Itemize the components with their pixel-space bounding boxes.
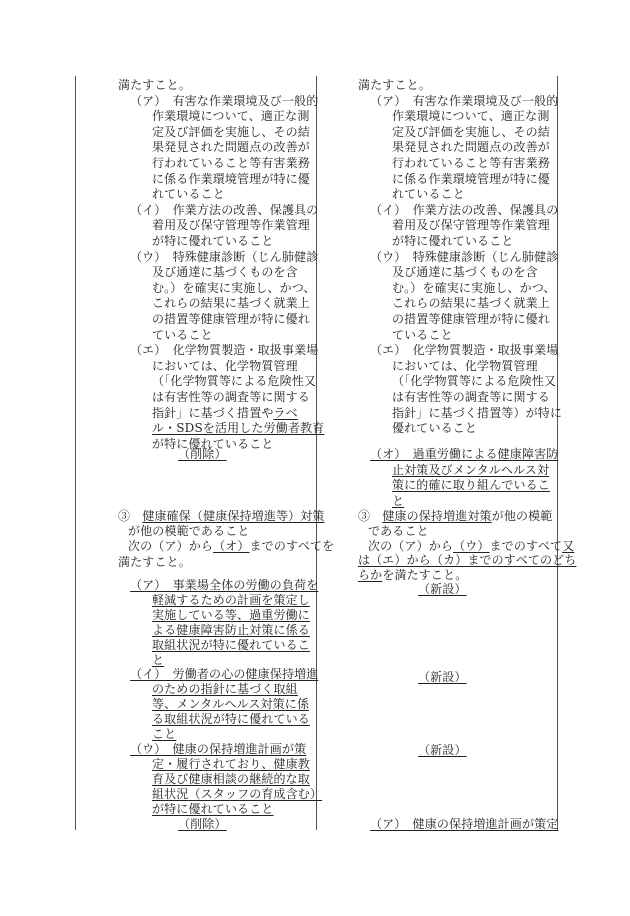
text-line bbox=[358, 78, 431, 92]
text-segment: 指針」に基づく措置や bbox=[152, 405, 274, 420]
changed-text-segment: のための指針に基づく取組 bbox=[152, 682, 298, 697]
text-segment: これらの結果に基づく就業上 bbox=[152, 296, 310, 311]
changed-text-segment: （新設） bbox=[418, 743, 467, 757]
text-segment: に係る作業環境管理が特に優 bbox=[152, 171, 310, 186]
changed-text-segment: 又 bbox=[562, 538, 575, 553]
text-line bbox=[152, 265, 298, 279]
text-line bbox=[152, 697, 309, 711]
changed-text-segment: 取組状況が特に優れているこ bbox=[152, 637, 310, 652]
changed-text-segment: （ア） 事業場全体の労働の負荷を bbox=[130, 578, 319, 592]
text-segment: れていること bbox=[392, 187, 465, 202]
text-line bbox=[152, 727, 176, 741]
text-line bbox=[392, 328, 453, 342]
text-segment: （ウ） 特殊健康診断（じん肺健診 bbox=[130, 249, 319, 264]
text-segment: 果発見された問題点の改善が bbox=[152, 140, 310, 155]
text-segment: 行われていること等有害業務 bbox=[152, 156, 310, 170]
text-segment: （ア） 有害な作業環境及び一般的 bbox=[130, 93, 319, 108]
text-line bbox=[392, 156, 550, 170]
text-line bbox=[370, 447, 558, 461]
text-segment: においては、化学物質管理 bbox=[392, 358, 538, 373]
text-line bbox=[392, 281, 556, 295]
text-line bbox=[152, 140, 310, 154]
text-segment: であること bbox=[368, 523, 429, 538]
changed-text-segment: （イ） 労働者の心の健康保持増進 bbox=[130, 667, 319, 682]
changed-text-segment: 実施している等、過重労働に bbox=[152, 607, 310, 622]
text-line bbox=[392, 125, 550, 139]
text-segment: 及び通達に基づくものを含 bbox=[392, 265, 538, 280]
changed-text-segment: が特に優れていること bbox=[152, 801, 274, 816]
changed-text-segment: 定・履行されており、健康教 bbox=[152, 756, 310, 771]
text-line bbox=[152, 802, 274, 816]
text-line bbox=[152, 281, 316, 295]
text-segment: 着用及び保守管理等作業管理 bbox=[392, 218, 550, 233]
text-line bbox=[370, 250, 558, 264]
text-segment: （イ） 作業方法の改善、保護具の bbox=[130, 202, 319, 217]
text-line bbox=[152, 608, 310, 622]
text-line bbox=[152, 757, 310, 771]
text-line bbox=[392, 494, 404, 508]
text-line bbox=[370, 817, 558, 831]
text-segment: が特に優れていること bbox=[152, 436, 274, 451]
text-segment: 指針」に基づく措置等）が特に bbox=[392, 405, 563, 420]
text-segment: 次の（ア）から bbox=[128, 539, 214, 554]
changed-text-segment: ル・SDSを活用した労働者教育 bbox=[152, 421, 325, 436]
changed-text-segment: （削除） bbox=[178, 447, 227, 461]
text-segment: 優れていること bbox=[392, 421, 478, 436]
text-line bbox=[152, 125, 310, 139]
text-segment: れていること bbox=[152, 187, 225, 202]
text-line bbox=[368, 539, 574, 553]
text-line bbox=[358, 553, 576, 567]
text-segment: （「化学物質等による危険性又 bbox=[152, 374, 317, 389]
text-line bbox=[418, 670, 467, 684]
text-line bbox=[152, 234, 274, 248]
text-segment: 行われていること等有害業務 bbox=[392, 156, 550, 170]
text-line bbox=[392, 234, 514, 248]
text-line bbox=[370, 343, 558, 357]
text-line bbox=[392, 218, 550, 232]
changed-text-segment: 育及び健康相談の継続的な取 bbox=[152, 771, 310, 786]
text-segment: （エ） 化学物質製造・取扱事業場 bbox=[370, 343, 559, 358]
changed-text-segment: 健康確保（健康保持増進等）対策 bbox=[142, 509, 325, 523]
text-segment: む。）を確実に実施し、かつ、 bbox=[152, 280, 316, 295]
text-segment: （エ） 化学物質製造・取扱事業場 bbox=[130, 343, 319, 358]
text-segment: を満たすこと。 bbox=[382, 568, 468, 583]
changed-text-segment: 健康の保持増進対策 bbox=[382, 509, 492, 523]
text-line bbox=[392, 172, 550, 186]
text-line bbox=[152, 296, 310, 310]
text-segment: が特に優れていること bbox=[392, 234, 514, 248]
text-line bbox=[370, 203, 558, 217]
changed-text-segment: る取組状況が特に優れている bbox=[152, 712, 310, 727]
text-line bbox=[368, 524, 429, 538]
text-segment: 着用及び保守管理等作業管理 bbox=[152, 218, 310, 233]
text-line bbox=[418, 743, 467, 757]
text-segment: までのすべてを bbox=[249, 539, 335, 554]
changed-text-segment: （ア） 健康の保持増進計画が策定 bbox=[370, 817, 559, 831]
text-segment: （「化学物質等による危険性又 bbox=[392, 374, 557, 389]
changed-text-segment: と bbox=[152, 652, 165, 667]
changed-text-segment: こと bbox=[152, 727, 177, 741]
text-segment: が特に優れていること bbox=[152, 234, 274, 248]
changed-text-segment: （オ） 過重労働による健康障害防 bbox=[370, 447, 559, 461]
text-segment: ていること bbox=[392, 327, 453, 342]
changed-text-segment: 策に的確に取り組んでいるこ bbox=[392, 478, 550, 493]
text-line bbox=[128, 524, 250, 538]
text-line bbox=[130, 578, 318, 592]
text-line bbox=[392, 359, 538, 373]
text-line bbox=[152, 328, 213, 342]
text-segment: 満たすこと。 bbox=[358, 78, 431, 92]
text-segment: （ウ） 特殊健康診断（じん肺健診 bbox=[370, 249, 559, 264]
text-segment: に係る作業環境管理が特に優 bbox=[392, 171, 550, 186]
text-line bbox=[152, 421, 324, 435]
text-line bbox=[128, 539, 334, 553]
text-line bbox=[152, 374, 316, 388]
text-segment: ③ bbox=[358, 509, 383, 523]
changed-text-segment: （新設） bbox=[418, 582, 467, 596]
text-line bbox=[130, 250, 318, 264]
text-line bbox=[152, 187, 225, 201]
text-segment: 満たすこと。 bbox=[118, 554, 191, 569]
changed-text-segment: らか bbox=[358, 568, 383, 583]
text-segment: は有害性等の調査等に関する bbox=[392, 390, 550, 404]
text-line bbox=[152, 787, 322, 801]
text-line bbox=[392, 187, 465, 201]
text-segment: （ア） 有害な作業環境及び一般的 bbox=[370, 93, 559, 108]
text-line bbox=[152, 312, 310, 326]
text-segment: の措置等健康管理が特に優れ bbox=[152, 312, 310, 326]
text-segment: 作業環境について、適正な測 bbox=[152, 109, 310, 124]
text-segment: までのすべて bbox=[489, 538, 563, 553]
text-line bbox=[152, 109, 309, 123]
text-line bbox=[152, 638, 310, 652]
text-line bbox=[152, 772, 310, 786]
text-line bbox=[178, 817, 227, 831]
text-line bbox=[152, 390, 310, 404]
text-line bbox=[130, 742, 306, 756]
text-segment: が他の模範であること bbox=[128, 524, 250, 539]
text-line bbox=[392, 406, 562, 420]
text-line bbox=[392, 421, 477, 435]
text-segment: 及び通達に基づくものを含 bbox=[152, 265, 298, 280]
text-line bbox=[370, 94, 558, 108]
text-line bbox=[392, 374, 556, 388]
changed-text-segment: は（エ）から（カ）までのすべてのどち bbox=[358, 553, 577, 568]
text-segment: 作業環境について、適正な測 bbox=[392, 109, 550, 124]
text-line bbox=[392, 312, 550, 326]
text-line bbox=[118, 509, 325, 523]
changed-text-segment: （削除） bbox=[178, 817, 227, 831]
text-line bbox=[152, 712, 310, 726]
text-segment: 満たすこと。 bbox=[118, 78, 191, 92]
table-border-left bbox=[75, 76, 76, 830]
text-segment: （イ） 作業方法の改善、保護具の bbox=[370, 202, 559, 217]
column-divider bbox=[316, 76, 317, 830]
text-line bbox=[152, 172, 310, 186]
text-line bbox=[118, 555, 191, 569]
text-line bbox=[152, 653, 164, 667]
changed-text-segment: よる健康障害防止対策に係る bbox=[152, 622, 310, 637]
text-segment: む。）を確実に実施し、かつ、 bbox=[392, 280, 556, 295]
changed-text-segment: （新設） bbox=[418, 670, 467, 684]
text-line bbox=[152, 359, 298, 373]
text-line bbox=[152, 623, 310, 637]
text-segment: これらの結果に基づく就業上 bbox=[392, 296, 550, 311]
changed-text-segment: （オ） bbox=[213, 539, 250, 554]
text-line bbox=[130, 94, 318, 108]
text-line bbox=[392, 109, 549, 123]
text-line bbox=[418, 582, 467, 596]
text-line bbox=[392, 265, 538, 279]
text-line bbox=[152, 593, 310, 607]
text-line bbox=[392, 478, 550, 492]
text-line bbox=[152, 406, 298, 420]
text-line bbox=[130, 667, 318, 681]
text-segment: は有害性等の調査等に関する bbox=[152, 390, 310, 404]
text-segment: 果発見された問題点の改善が bbox=[392, 140, 550, 155]
text-segment: 次の（ア）から bbox=[368, 538, 454, 553]
text-segment: が他の模範 bbox=[491, 509, 553, 523]
text-line bbox=[392, 390, 550, 404]
text-line bbox=[152, 218, 310, 232]
text-line bbox=[130, 203, 318, 217]
text-line bbox=[178, 447, 227, 461]
text-line bbox=[358, 568, 467, 582]
text-line bbox=[130, 343, 318, 357]
text-segment: 定及び評価を実施し、その結 bbox=[392, 124, 550, 139]
text-segment: の措置等健康管理が特に優れ bbox=[392, 312, 550, 326]
changed-text-segment: ラベ bbox=[273, 405, 298, 420]
text-line bbox=[358, 509, 552, 523]
text-segment: ③ bbox=[118, 509, 143, 523]
changed-text-segment: （ウ） bbox=[453, 538, 490, 553]
changed-text-segment: （ウ） 健康の保持増進計画が策 bbox=[130, 741, 307, 756]
text-segment: ていること bbox=[152, 327, 213, 342]
text-line bbox=[118, 78, 191, 92]
text-line bbox=[392, 463, 549, 477]
text-segment: 定及び評価を実施し、その結 bbox=[152, 124, 310, 139]
changed-text-segment: 止対策及びメンタルヘルス対 bbox=[392, 462, 550, 477]
changed-text-segment: と bbox=[392, 493, 405, 508]
changed-text-segment: 組状況（スタッフの育成含む） bbox=[152, 786, 323, 801]
changed-text-segment: 等、メンタルヘルス対策に係 bbox=[152, 697, 310, 712]
text-segment: においては、化学物質管理 bbox=[152, 358, 298, 373]
text-line bbox=[152, 682, 298, 696]
changed-text-segment: 軽減するための計画を策定し bbox=[152, 592, 310, 607]
text-line bbox=[392, 140, 550, 154]
text-line bbox=[392, 296, 550, 310]
text-line bbox=[152, 156, 310, 170]
